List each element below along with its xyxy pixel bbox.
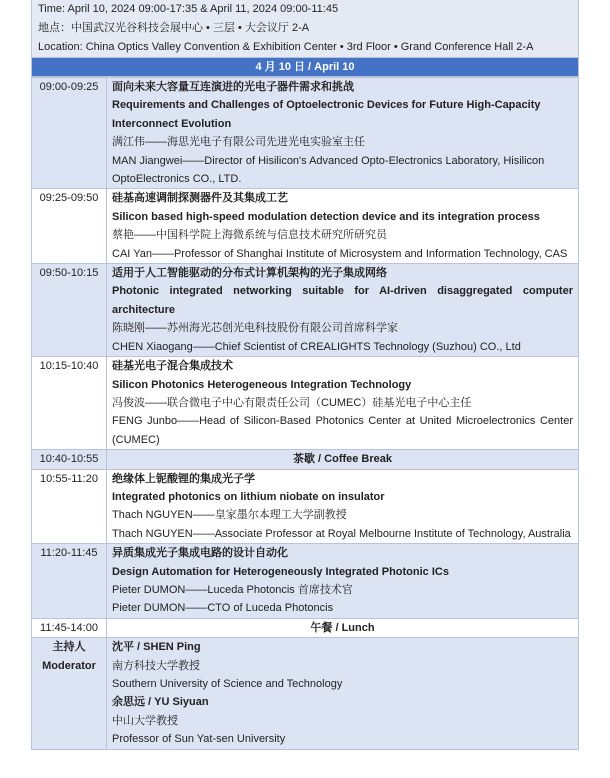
session-title-zh: 硅基高速调制探测器件及其集成工艺 [112, 192, 288, 205]
event-time: Time: April 10, 2024 09:00-17:35 & April 11, 2024 09:00-11:45 [38, 3, 339, 15]
session-title-en: Integrated photonics on lithium niobate on insulator [112, 490, 385, 503]
speaker-en: FENG Junbo——Head of Silicon-Based Photonics Center at United Microelectronics Center (CUMEC) [112, 415, 573, 446]
lunch-label: 午餐 / Lunch [107, 618, 579, 637]
speaker-en: CHEN Xiaogang——Chief Scientist of CREALIGHTS Technology (Suzhou) CO., Ltd [112, 340, 521, 353]
session-title-en: Silicon based high-speed modulation detection device and its integration process [112, 210, 540, 223]
session-title-zh: 面向未来大容量互连演进的光电子器件需求和挑战 [112, 81, 354, 93]
session-row [32, 264, 579, 357]
session-time: 09:00-09:25 [32, 78, 107, 189]
speaker-zh: 冯俊波——联合微电子中心有限责任公司（CUMEC）硅基光电子中心主任 [112, 396, 472, 409]
moderator-affiliation-zh: 南方科技大学教授 [112, 659, 200, 672]
moderator-row [32, 638, 579, 749]
speaker-en: Thach NGUYEN——Associate Professor at Royal Melbourne Institute of Technology, Australia [112, 527, 571, 540]
session-time: 09:25-09:50 [32, 189, 107, 264]
moderator-label-zh: 主持人 [52, 641, 86, 654]
speaker-zh: Pieter DUMON——Luceda Photoncis 首席技术官 [112, 583, 353, 596]
lunch-time: 11:45-14:00 [32, 618, 107, 637]
session-title-zh: 异质集成光子集成电路的设计自动化 [112, 547, 288, 560]
speaker-zh: Thach NGUYEN——皇家墨尔本理工大学副教授 [112, 509, 347, 522]
session-title-zh: 适用于人工智能驱动的分布式计算机架构的光子集成网络 [112, 267, 387, 280]
session-row [32, 189, 579, 264]
session-row [32, 469, 579, 544]
session-title-en: Photonic integrated networking suitable for AI-driven disaggregated computer architecture [112, 285, 573, 316]
event-location-en: Location: China Optics Valley Convention & Exhibition Center • 3rd Floor • Grand Conference Hall 2-A [38, 41, 534, 53]
moderator-name: 余思远 / YU Siyuan [112, 696, 209, 709]
break-label: 茶歇 / Coffee Break [107, 450, 579, 469]
speaker-zh: 蔡艳——中国科学院上海微系统与信息技术研究所研究员 [112, 229, 387, 242]
speaker-zh: 满江伟——海思光电子有限公司先进光电实验室主任 [112, 136, 365, 149]
agenda-document [31, 0, 579, 750]
day-header: 4 月 10 日 / April 10 [31, 58, 579, 77]
event-info [31, 0, 579, 58]
session-row [32, 544, 579, 619]
session-title-en: Design Automation for Heterogeneously Integrated Photonic ICs [112, 565, 449, 578]
lunch-row [32, 618, 579, 637]
session-title-zh: 硅基光电子混合集成技术 [112, 360, 233, 373]
coffee-break-row [32, 450, 579, 469]
session-title-zh: 绝缘体上铌酸锂的集成光子学 [112, 472, 255, 485]
session-time: 10:55-11:20 [32, 469, 107, 544]
session-time: 11:20-11:45 [32, 544, 107, 619]
speaker-en: CAI Yan——Professor of Shanghai Institute of Microsystem and Information Technology, CAS [112, 247, 568, 260]
moderator-affiliation-en: Southern University of Science and Technology [112, 678, 343, 690]
session-title-en: Silicon Photonics Heterogeneous Integration Technology [112, 378, 412, 391]
session-time: 10:15-10:40 [32, 357, 107, 450]
speaker-en: MAN Jiangwei——Director of Hisilicon's Advanced Opto-Electronics Laboratory, Hisilicon OptoElectronics CO., LTD. [112, 154, 545, 186]
session-row [32, 78, 579, 189]
speaker-zh: 陈晓刚——苏州海光芯创光电科技股份有限公司首席科学家 [112, 322, 398, 335]
moderator-affiliation-zh: 中山大学教授 [112, 714, 178, 727]
session-row [32, 357, 579, 450]
speaker-en: Pieter DUMON——CTO of Luceda Photoncis [112, 602, 334, 615]
break-time: 10:40-10:55 [32, 450, 107, 469]
event-location-zh: 地点：中国武汉光谷科技会展中心 • 三层 • 大会议厅 2-A [38, 22, 310, 34]
session-time: 09:50-10:15 [32, 264, 107, 357]
session-title-en: Requirements and Challenges of Optoelectronic Devices for Future High-Capacity Interconnect Evolution [112, 99, 541, 130]
moderator-label-en: Moderator [42, 659, 96, 672]
moderator-name: 沈平 / SHEN Ping [112, 641, 201, 654]
moderator-label [32, 638, 107, 749]
agenda-table [31, 77, 579, 750]
moderator-affiliation-en: Professor of Sun Yat-sen University [112, 733, 286, 746]
